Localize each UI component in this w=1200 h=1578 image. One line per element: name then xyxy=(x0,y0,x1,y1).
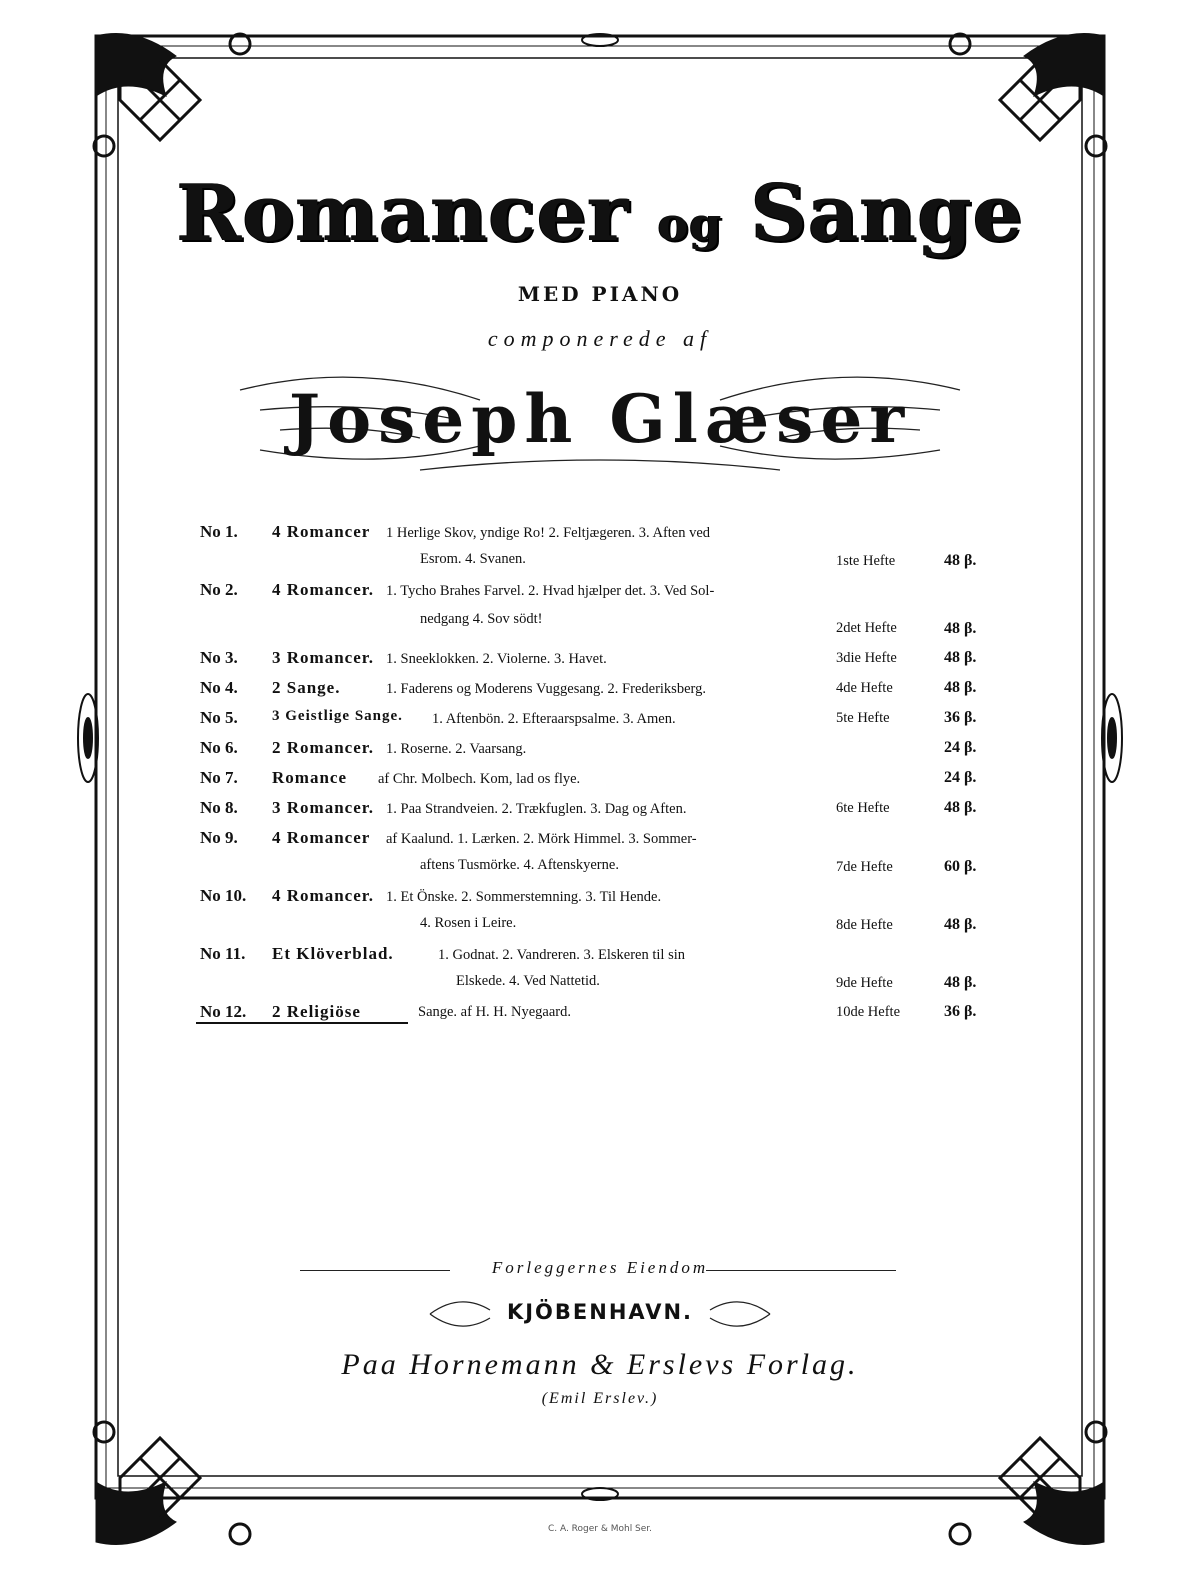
entry-volume: 2det Hefte xyxy=(836,620,897,636)
entry-number: No 3. xyxy=(200,648,238,667)
entry-description: 1. Et Önske. 2. Sommerstemning. 3. Til Hende. xyxy=(386,889,662,905)
entry-price: 60 β. xyxy=(944,858,977,875)
entry-description: 1. Roserne. 2. Vaarsang. xyxy=(386,741,527,757)
entry-title: 3 Romancer. xyxy=(272,648,374,667)
entry-price: 24 β. xyxy=(944,739,977,756)
entry-number: No 12. xyxy=(200,1002,247,1021)
entry-number: No 5. xyxy=(200,708,238,727)
entry-price: 36 β. xyxy=(944,1003,977,1020)
title-word-og: og xyxy=(657,197,723,251)
entry-price: 48 β. xyxy=(944,679,977,696)
ownership-line: Forleggernes Eiendom xyxy=(491,1258,709,1277)
entry-price: 48 β. xyxy=(944,974,977,991)
entry-volume: 9de Hefte xyxy=(836,975,893,991)
entry-description: 1. Tycho Brahes Farvel. 2. Hvad hjælper det. 3. Ved Sol- xyxy=(386,583,715,599)
entry-number: No 1. xyxy=(200,522,238,541)
entry-volume: 8de Hefte xyxy=(836,917,893,933)
entry-description: 1 Herlige Skov, yndige Ro! 2. Feltjægeren. 3. Aften ved xyxy=(386,525,711,541)
entry-description-cont: Esrom. 4. Svanen. xyxy=(420,551,526,567)
publisher-subtitle: (Emil Erslev.) xyxy=(541,1390,659,1407)
subtitle: MED PIANO xyxy=(517,282,683,306)
entry-volume: 1ste Hefte xyxy=(836,553,896,569)
entry-price: 36 β. xyxy=(944,709,977,726)
entry-title: 4 Romancer xyxy=(272,828,371,847)
entry-title: 4 Romancer xyxy=(272,522,371,541)
entry-volume: 7de Hefte xyxy=(836,859,893,875)
entry-price: 48 β. xyxy=(944,552,977,569)
entry-title: 2 Sange. xyxy=(272,678,341,697)
entry-number: No 11. xyxy=(200,944,246,963)
entry-description-cont: Elskede. 4. Ved Nattetid. xyxy=(456,973,600,989)
composer-name: Joseph Glæser xyxy=(288,380,912,458)
entry-title: 2 Religiöse xyxy=(272,1002,361,1021)
entry-title: Romance xyxy=(272,768,347,787)
entry-title: Et Klöverblad. xyxy=(272,944,394,963)
entry-number: No 9. xyxy=(200,828,238,847)
entry-price: 48 β. xyxy=(944,649,977,666)
entry-description-cont: aftens Tusmörke. 4. Aftenskyerne. xyxy=(420,857,619,873)
entry-description: 1. Faderens og Moderens Vuggesang. 2. Frederiksberg. xyxy=(386,681,706,697)
entry-number: No 6. xyxy=(200,738,238,757)
entry-description: 1. Aftenbön. 2. Efteraarspsalme. 3. Amen. xyxy=(432,711,676,727)
entry-title: 4 Romancer. xyxy=(272,886,374,905)
entry-price: 48 β. xyxy=(944,799,977,816)
entry-volume: 4de Hefte xyxy=(836,680,893,696)
entry-price: 48 β. xyxy=(944,620,977,637)
title-word-romancer: Romancer xyxy=(176,168,630,259)
entry-description: 1. Sneeklokken. 2. Violerne. 3. Havet. xyxy=(386,651,607,667)
entry-description-cont: 4. Rosen i Leire. xyxy=(420,915,517,931)
entry-volume: 5te Hefte xyxy=(836,710,890,726)
entry-title: 2 Romancer. xyxy=(272,738,374,757)
publisher-city: KJÖBENHAVN. xyxy=(506,1300,694,1324)
entry-title: 3 Geistlige Sange. xyxy=(272,708,403,724)
entry-description: 1. Godnat. 2. Vandreren. 3. Elskeren til sin xyxy=(438,947,685,963)
entry-description-cont: nedgang 4. Sov södt! xyxy=(420,611,543,627)
entry-number: No 2. xyxy=(200,580,238,599)
entry-description: af Kaalund. 1. Lærken. 2. Mörk Himmel. 3. Sommer- xyxy=(386,831,697,847)
entry-description: af Chr. Molbech. Kom, lad os flye. xyxy=(378,771,581,787)
entry-description: Sange. af H. H. Nyegaard. xyxy=(418,1004,572,1020)
entry-volume: 10de Hefte xyxy=(836,1004,901,1020)
publisher-name: Paa Hornemann & Erslevs Forlag. xyxy=(341,1348,859,1381)
entry-title: 3 Romancer. xyxy=(272,798,374,817)
printer-imprint: C. A. Roger & Mohl Ser. xyxy=(547,1524,653,1534)
entry-title: 4 Romancer. xyxy=(272,580,374,599)
composed-by-line: componerede af xyxy=(487,326,713,351)
entry-price: 48 β. xyxy=(944,916,977,933)
main-title xyxy=(0,168,1200,259)
title-word-sange: Sange xyxy=(750,168,1024,259)
entry-volume: 3die Hefte xyxy=(836,650,897,666)
entry-price: 24 β. xyxy=(944,769,977,786)
entry-number: No 10. xyxy=(200,886,247,905)
entry-volume: 6te Hefte xyxy=(836,800,890,816)
entry-description: 1. Paa Strandveien. 2. Trækfuglen. 3. Dag og Aften. xyxy=(386,801,687,817)
entry-number: No 8. xyxy=(200,798,238,817)
entry-number: No 4. xyxy=(200,678,238,697)
entry-number: No 7. xyxy=(200,768,238,787)
entry-underline xyxy=(196,1022,408,1024)
